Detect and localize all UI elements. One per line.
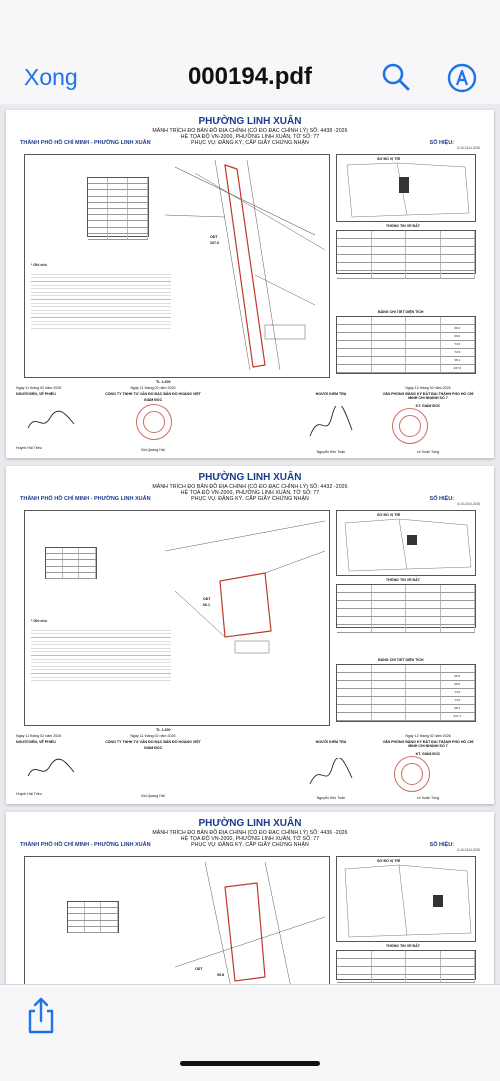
area-value: 69.0 (441, 333, 476, 340)
area-detail-title: BẢNG CHI TIẾT DIỆN TÍCH (378, 310, 424, 314)
coordinate-table (87, 177, 149, 237)
parcel-drawing (25, 155, 329, 377)
signer-mid-role: CÔNG TY TNHH TƯ VẤN ĐO ĐẠC BẢN ĐỒ HOÀNG VIỆT (105, 740, 201, 744)
page-sheet-no: SỐ HIỆU: (429, 496, 454, 502)
parcel-drawing (25, 511, 329, 725)
checker-name: Nguyễn Kim Tuấn (316, 796, 346, 800)
search-button[interactable] (381, 62, 411, 92)
parcel-area-label: 237.0 (210, 241, 219, 245)
land-info-title: THÔNG TIN VỀ ĐẤT (386, 944, 420, 948)
signer-right-name: Lê Xuân Tùng (416, 450, 440, 454)
land-info-table (336, 950, 476, 980)
area-value: 74.5 (441, 341, 476, 348)
signer-mid-date: Ngày 11 tháng 02 năm 2026 (130, 386, 176, 390)
area-detail-title: BẢNG CHI TIẾT DIỆN TÍCH (378, 658, 424, 662)
signer-left-name: Huỳnh Hải Triều (16, 446, 42, 450)
signer-mid-name: Bùi Quang Hải (141, 448, 165, 452)
signature-mark (26, 410, 76, 434)
parcel-area-label: 66.1 (203, 603, 210, 607)
area-detail-table (336, 664, 476, 722)
notes-text-block (31, 627, 171, 683)
parcel-area-label: 59.8 (217, 973, 224, 977)
signer-left-role: NGƯỜI ĐỀN, VẼ PHIẾU (16, 740, 56, 744)
top-toolbar (0, 0, 500, 105)
page-header-line: HỆ TỌA ĐỘ VN-2000, PHƯỜNG LINH XUÂN, TỜ SỐ: 77 (180, 490, 320, 496)
markup-icon (446, 62, 478, 94)
page-ward-title: PHƯỜNG LINH XUÂN (198, 116, 302, 127)
checker-role: NGƯỜI KIỂM TRA (315, 740, 347, 744)
page-sheet-sub: 6-15-0144-2026 (457, 146, 480, 150)
page-header-line: MẢNH TRÍCH ĐO BẢN ĐỒ ĐỊA CHÍNH (CÓ ĐO ĐẠC CHỈNH LÝ) SỐ: 4432 -2026 (152, 484, 348, 490)
land-info-table (336, 230, 476, 274)
location-sketch (336, 154, 476, 222)
area-value: 237.1 (441, 713, 476, 720)
signer-right-date: Ngày 12 tháng 02 năm 2026 (405, 734, 451, 738)
land-use-code: ODT (210, 235, 218, 239)
pdf-viewport[interactable] (0, 104, 500, 984)
land-use-code: ODT (195, 967, 203, 971)
notes-label: * Ghi chú (31, 263, 47, 267)
office-stamp (394, 756, 430, 792)
cadastral-map (24, 154, 330, 378)
area-value: 69.6 (441, 325, 476, 332)
signature-mark (26, 758, 76, 782)
signer-left-date: Ngày 11 tháng 02 năm 2026 (16, 734, 62, 738)
company-stamp (136, 404, 172, 440)
locator-title: SƠ ĐỒ VỊ TRÍ (377, 513, 401, 517)
land-info-title: THÔNG TIN VỀ ĐẤT (386, 578, 420, 582)
location-sketch (336, 510, 476, 576)
search-icon (381, 62, 411, 92)
area-value: 74.5 (441, 689, 476, 696)
pdf-page-1[interactable] (6, 110, 494, 458)
area-value: 74.5 (441, 697, 476, 704)
share-icon (26, 995, 56, 1035)
scale-label: TL 1:200 (156, 380, 171, 384)
page-city-label: THÀNH PHỐ HỒ CHÍ MINH - PHƯỜNG LINH XUÂN (20, 140, 151, 146)
area-value: 69.0 (441, 681, 476, 688)
signer-right-date: Ngày 12 tháng 02 năm 2026 (405, 386, 451, 390)
share-button[interactable] (26, 995, 56, 1035)
land-use-code: ODT (203, 597, 211, 601)
pdf-page-3[interactable] (6, 812, 494, 984)
area-detail-table (336, 316, 476, 374)
checker-role: NGƯỜI KIỂM TRA (315, 392, 347, 396)
location-sketch-drawing (337, 155, 475, 221)
page-header-line: MẢNH TRÍCH ĐO BẢN ĐỒ ĐỊA CHÍNH (CÓ ĐO ĐẠC CHỈNH LÝ) SỐ: 4436 -2026 (152, 830, 348, 836)
location-sketch-drawing (337, 511, 475, 575)
signer-mid-role2: GIÁM ĐỐC (143, 746, 163, 750)
signer-left-name: Huỳnh Hải Triều (16, 792, 42, 796)
page-header-line: MẢNH TRÍCH ĐO BẢN ĐỒ ĐỊA CHÍNH (CÓ ĐO ĐẠC CHỈNH LÝ) SỐ: 4438 -2026 (152, 128, 348, 134)
signer-left-date: Ngày 11 tháng 02 năm 2026 (16, 386, 62, 390)
area-value: 74.5 (441, 349, 476, 356)
page-sheet-no: SỐ HIỆU: (429, 842, 454, 848)
signature-mark (306, 406, 356, 442)
signer-mid-name: Bùi Quang Hải (141, 794, 165, 798)
notes-text-block (31, 271, 171, 331)
page-header-line: HỆ TỌA ĐỘ VN-2000, PHƯỜNG LINH XUÂN, TỜ SỐ: 77 (180, 134, 320, 140)
document-title: 000194.pdf (187, 63, 313, 90)
signer-mid-date: Ngày 11 tháng 02 năm 2026 (130, 734, 176, 738)
page-header-line: PHỤC VỤ: ĐĂNG KÝ, CẤP GIẤY CHỨNG NHẬN (191, 140, 309, 146)
checker-name: Nguyễn Kim Tuấn (316, 450, 346, 454)
signer-right-name: Lê Xuân Tùng (416, 796, 440, 800)
markup-button[interactable] (446, 62, 478, 94)
signer-right-role2: KT. GIÁM ĐỐC (415, 404, 441, 408)
signer-right-role: VĂN PHÒNG ĐĂNG KÝ ĐẤT ĐAI THÀNH PHỐ HỒ CHÍ MINH CHI NHÁNH SỐ 7 (382, 740, 474, 748)
page-ward-title: PHƯỜNG LINH XUÂN (198, 472, 302, 483)
area-value: 68.1 (441, 705, 476, 712)
page-header-line: PHỤC VỤ: ĐĂNG KÝ, CẤP GIẤY CHỨNG NHẬN (191, 842, 309, 848)
page-city-label: THÀNH PHỐ HỒ CHÍ MINH - PHƯỜNG LINH XUÂN (20, 842, 151, 848)
notes-label: * Ghi chú (31, 619, 47, 623)
location-sketch (336, 856, 476, 942)
signer-mid-role2: GIÁM ĐỐC (143, 398, 163, 402)
location-sketch-drawing (337, 857, 475, 941)
coordinate-table (67, 901, 119, 933)
area-value: 237.0 (441, 365, 476, 372)
pdf-page-2[interactable] (6, 466, 494, 804)
page-sheet-sub: 6-15-0144-2026 (457, 502, 480, 506)
bottom-toolbar (0, 984, 500, 1081)
page-header-line: HỆ TỌA ĐỘ VN-2000, PHƯỜNG LINH XUÂN, TỜ SỐ: 77 (180, 836, 320, 842)
cadastral-map (24, 510, 330, 726)
locator-title: SƠ ĐỒ VỊ TRÍ (377, 859, 401, 863)
home-indicator[interactable] (180, 1061, 320, 1066)
land-info-title: THÔNG TIN VỀ ĐẤT (386, 224, 420, 228)
signer-mid-role: CÔNG TY TNHH TƯ VẤN ĐO ĐẠC BẢN ĐỒ HOÀNG VIỆT (105, 392, 201, 396)
page-ward-title: PHƯỜNG LINH XUÂN (198, 818, 302, 829)
coordinate-table (45, 547, 97, 579)
done-button[interactable]: Xong (24, 64, 78, 90)
signer-right-role: VĂN PHÒNG ĐĂNG KÝ ĐẤT ĐAI THÀNH PHỐ HỒ CHÍ MINH CHI NHÁNH SỐ 7 (382, 392, 474, 400)
page-sheet-sub: 6-15-0144-2026 (457, 848, 480, 852)
page-sheet-no: SỐ HIỆU: (429, 140, 454, 146)
land-info-table (336, 584, 476, 628)
office-stamp (392, 408, 428, 444)
locator-title: SƠ ĐỒ VỊ TRÍ (377, 157, 401, 161)
signer-right-role2: KT. GIÁM ĐỐC (415, 752, 441, 756)
signature-mark (306, 758, 356, 790)
page-header-line: PHỤC VỤ: ĐĂNG KÝ, CẤP GIẤY CHỨNG NHẬN (191, 496, 309, 502)
signer-left-role: NGƯỜI ĐỀN, VẼ PHIẾU (16, 392, 56, 396)
page-city-label: THÀNH PHỐ HỒ CHÍ MINH - PHƯỜNG LINH XUÂN (20, 496, 151, 502)
scale-label: TL 1:200 (156, 728, 171, 732)
area-value: 68.1 (441, 357, 476, 364)
cadastral-map (24, 856, 330, 984)
area-value: 66.6 (441, 673, 476, 680)
